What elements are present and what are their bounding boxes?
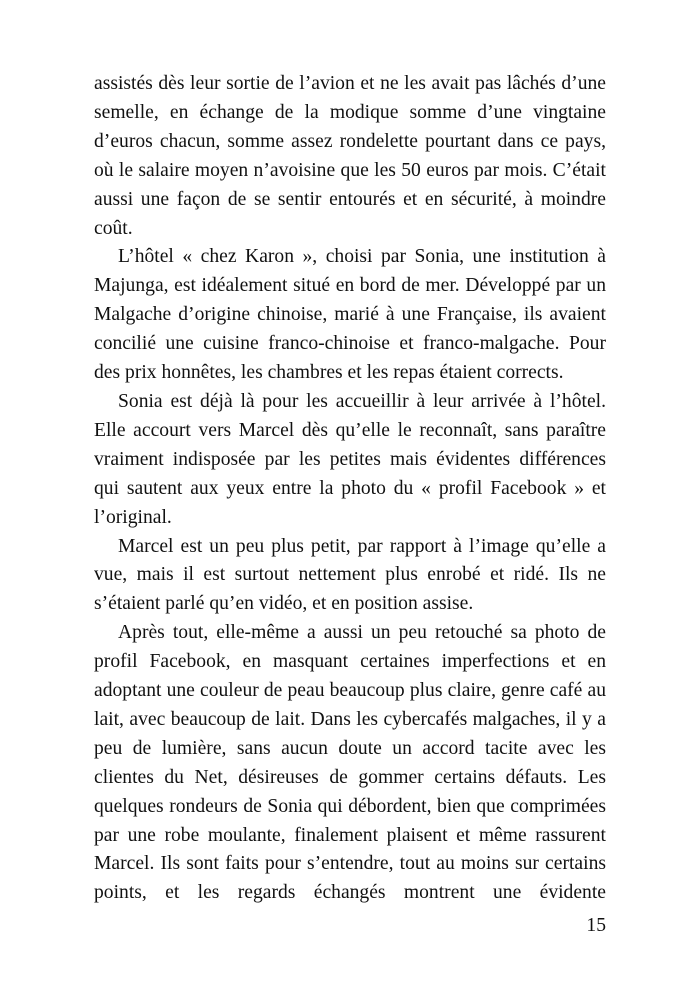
paragraph-profile-photo: Après tout, elle-même a aussi un peu retouché sa photo de profil Facebook, en masquant certaines imperfections et en adoptant une couleur de peau beaucoup plus claire, genre café au lait, avec beaucoup de lait. Dans les cybercafés malgaches, il y a peu de lumière, sans aucun doute un accord tacite avec les clientes du Net, désireuses de gommer certains défauts. Les quelques rondeurs de Sonia qui débordent, bien que comprimées par une robe moulante, finalement plaisent et même rassurent Marcel. Ils sont faits pour s’entendre, tout au moins sur certains points, et les regards échangés montrent une évidente xyxy=(94,622,606,904)
body-text xyxy=(94,70,606,908)
paragraph-hotel: L’hôtel « chez Karon », choisi par Sonia, une institution à Majunga, est idéalement situé en bord de mer. Développé par un Malgache d’origine chinoise, marié à une Française, ils avaient concilié une cuisine franco-chinoise et franco-malgache. Pour des prix honnêtes, les chambres et les repas étaient corrects. xyxy=(94,246,606,384)
paragraph-sonia-arrival: Sonia est déjà là pour les accueillir à leur arrivée à l’hôtel. Elle accourt vers Marcel dès qu’elle le reconnaît, sans paraître vraiment indisposée par les petites mais évidentes différences qui sautent aux yeux entre la photo du « profil Facebook » et l’original. xyxy=(94,390,606,528)
paragraph-marcel: Marcel est un peu plus petit, par rapport à l’image qu’elle a vue, mais il est surtout nettement plus enrobé et ridé. Ils ne s’étaient parlé qu’en vidéo, et en position assise. xyxy=(94,535,606,615)
page-number: 15 xyxy=(586,915,606,936)
paragraph-continuation: assistés dès leur sortie de l’avion et ne les avait pas lâchés d’une semelle, en échange de la modique somme d’une vingtaine d’euros chacun, somme assez rondelette pourtant dans ce pays, où le salaire moyen n’avoisine que les 50 euros par mois. C’était aussi une façon de se sentir entourés et en sécurité, à moindre coût. xyxy=(94,73,606,239)
